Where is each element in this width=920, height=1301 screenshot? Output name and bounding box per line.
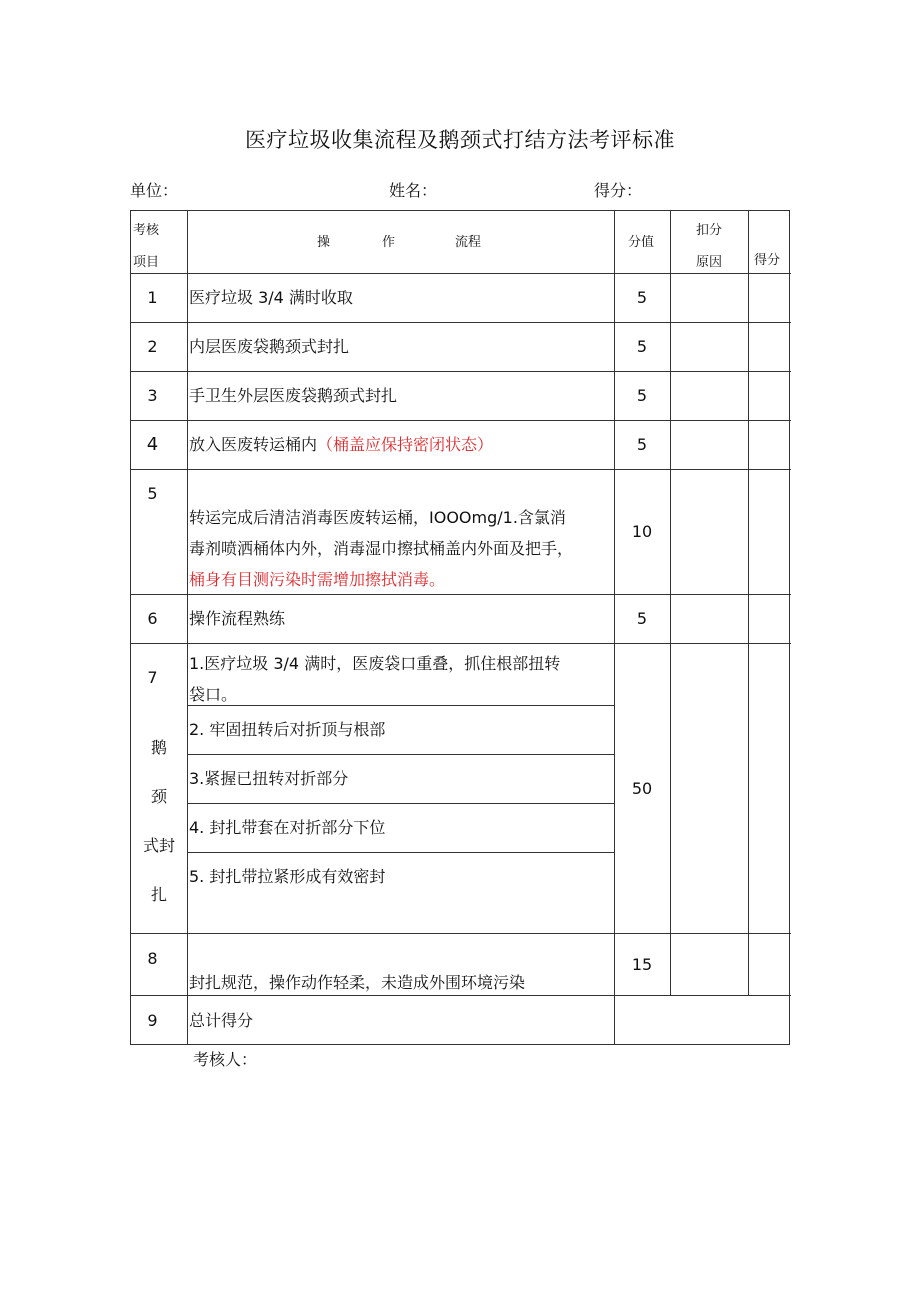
step-divider (187, 852, 614, 853)
header-score: 得分 (754, 253, 781, 268)
evaluation-table (130, 210, 790, 1045)
header-item-line2: 项目 (133, 255, 160, 270)
row-divider (131, 643, 791, 644)
col-divider (187, 211, 188, 1045)
row-3-points: 5 (636, 386, 648, 405)
step-divider (187, 754, 614, 755)
row-9-no: 9 (147, 1011, 158, 1030)
row-divider (131, 469, 791, 470)
row-3-no: 3 (147, 386, 158, 405)
row-5-line2: 毒剂喷洒桶体内外，消毒湿巾擦拭桶盖内外面及把手， (189, 539, 574, 558)
header-process-char1: 操 (317, 235, 331, 250)
row-7-points: 50 (631, 779, 653, 798)
row-2-no: 2 (147, 337, 158, 356)
header-item-line1: 考核 (133, 223, 160, 238)
row-7-step-2: 2. 牢固扭转后对折顶与根部 (189, 720, 386, 739)
step-divider (187, 803, 614, 804)
row-8-no: 8 (147, 949, 158, 968)
row-9-text: 总计得分 (189, 1011, 254, 1030)
row-5-no: 5 (147, 484, 158, 503)
row-7-label-char: 颈 (150, 787, 167, 806)
row-7-step-3: 3.紧握已扭转对折部分 (189, 769, 349, 788)
row-8-points: 15 (631, 955, 653, 974)
name-label: 姓名： (389, 181, 438, 200)
row-divider (131, 371, 791, 372)
header-process-char3: 流程 (455, 235, 482, 250)
header-deduct-line1: 扣分 (696, 223, 723, 238)
row-3-text: 手卫生外层医废袋鹅颈式封扎 (189, 386, 398, 405)
header-deduct-line2: 原因 (696, 255, 723, 270)
row-1-text: 医疗垃圾 3/4 满时收取 (189, 288, 353, 307)
row-7-step-4: 4. 封扎带套在对折部分下位 (189, 818, 386, 837)
score-label: 得分： (594, 181, 643, 200)
row-6-points: 5 (636, 609, 648, 628)
col-divider (670, 211, 671, 995)
row-4-text-note: （桶盖应保持密闭状态） (317, 435, 494, 454)
header-process-char2: 作 (382, 235, 396, 250)
row-divider (131, 420, 791, 421)
step-divider (187, 705, 614, 706)
header-points: 分值 (628, 235, 655, 250)
row-7-no: 7 (147, 668, 158, 687)
examiner-label: 考核人： (193, 1050, 258, 1069)
row-4-no: 4 (146, 434, 159, 455)
row-7-step-5: 5. 封扎带拉紧形成有效密封 (189, 867, 386, 886)
row-divider (131, 273, 791, 274)
row-7-step-1-cont: 袋口。 (189, 685, 238, 704)
row-divider (131, 933, 791, 934)
row-7-label-char: 鹅 (150, 738, 167, 757)
page-title: 医疗垃圾收集流程及鹅颈式打结方法考评标准 (245, 128, 675, 152)
row-2-text: 内层医废袋鹅颈式封扎 (189, 337, 350, 356)
row-7-step-1: 1.医疗垃圾 3/4 满时，医废袋口重叠，抓住根部扭转 (189, 654, 561, 673)
row-6-text: 操作流程熟练 (189, 609, 286, 628)
row-5-line1: 转运完成后清洁消毒医废转运桶，IOOOmg/1.含氯消 (189, 508, 566, 527)
row-8-text: 封扎规范，操作动作轻柔，未造成外围环境污染 (189, 973, 526, 992)
row-5-line3: 桶身有目测污染时需增加擦拭消毒。 (189, 570, 446, 589)
row-divider (131, 594, 791, 595)
row-divider (131, 322, 791, 323)
row-1-points: 5 (636, 288, 648, 307)
row-6-no: 6 (147, 609, 158, 628)
unit-label: 单位： (130, 181, 179, 200)
row-7-label-char: 式封 (142, 836, 175, 855)
row-4-text (189, 433, 493, 457)
row-1-no: 1 (147, 288, 158, 307)
row-7-label-char: 扎 (150, 885, 167, 904)
row-4-points: 5 (636, 435, 648, 454)
row-divider (131, 995, 791, 996)
row-5-points: 10 (631, 522, 653, 541)
col-divider (748, 211, 749, 995)
row-2-points: 5 (636, 337, 648, 356)
row-4-text-main: 放入医废转运桶内 (189, 435, 318, 454)
